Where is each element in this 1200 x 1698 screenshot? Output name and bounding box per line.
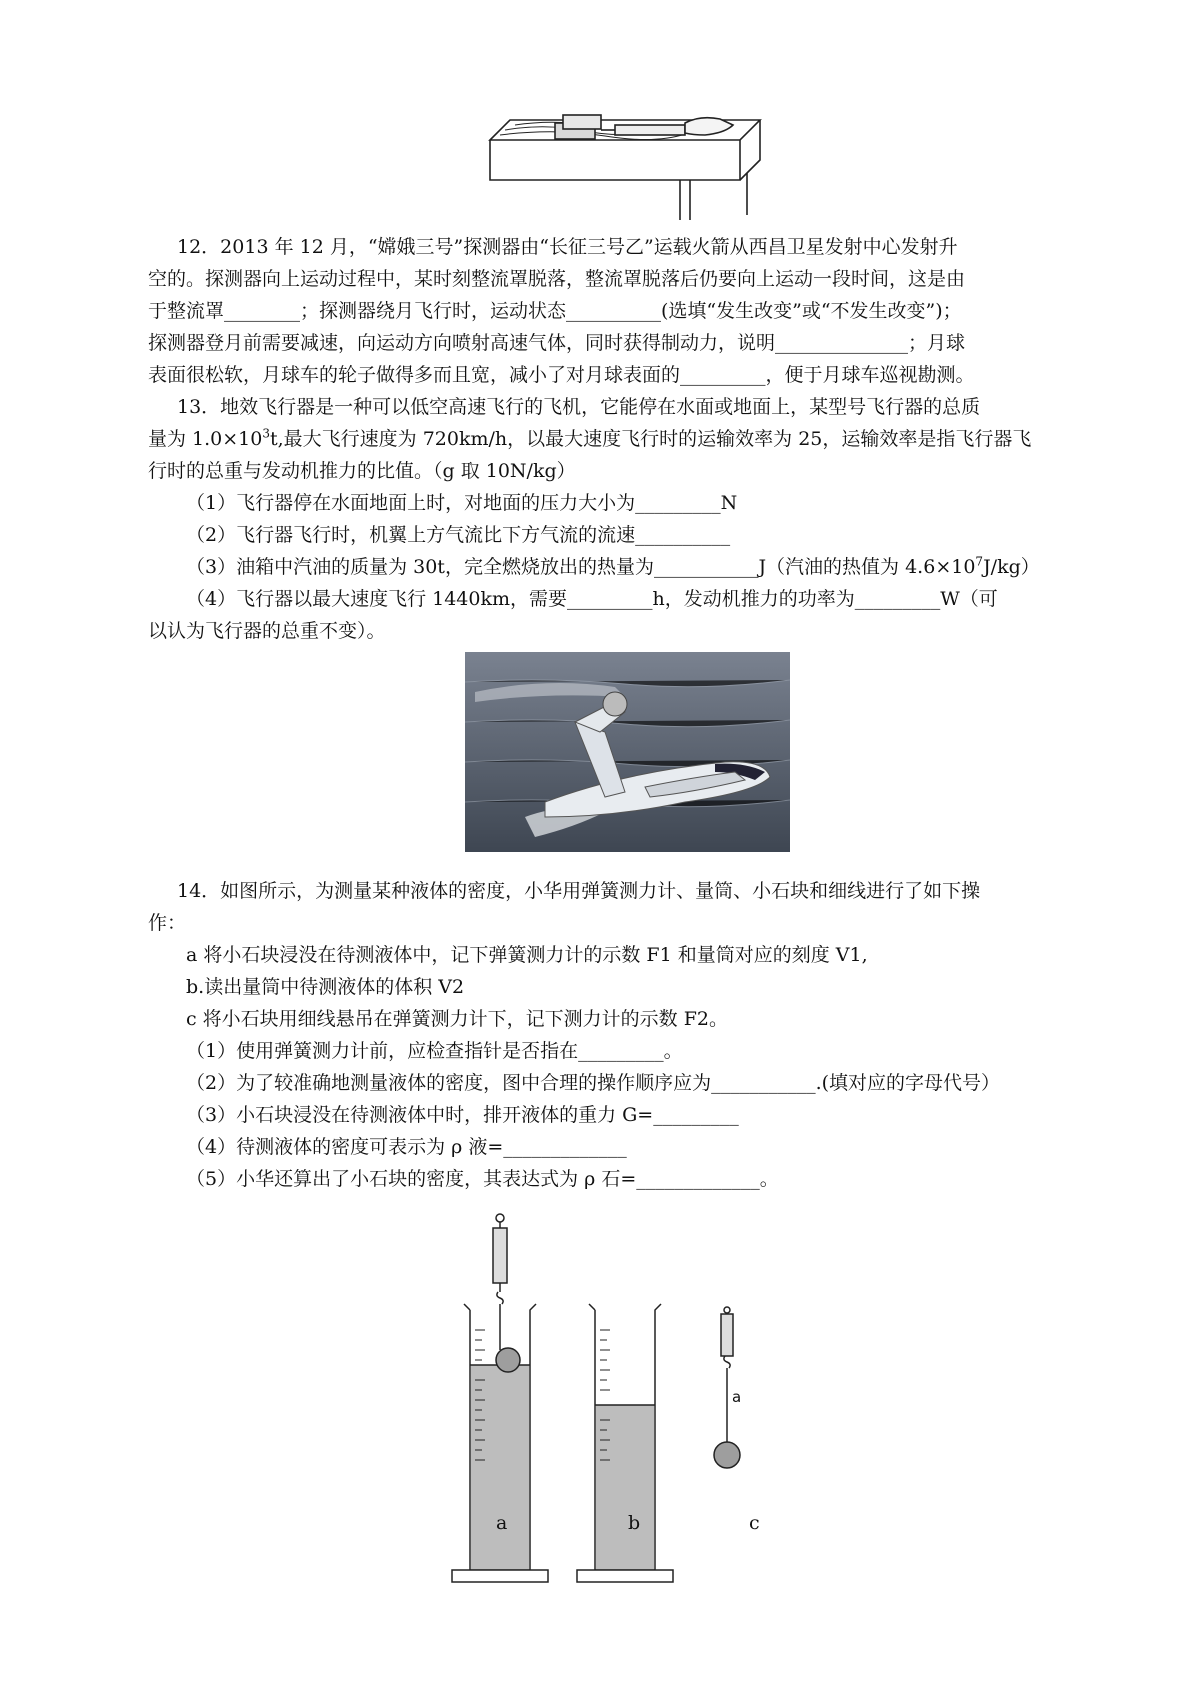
q13-part-3: （3）油箱中汽油的质量为 30t，完全燃烧放出的热量为___________J（汽油的热值为 $4.6\times 10^7J/kg$）: [186, 554, 1040, 578]
q14-intro-2: 作：: [148, 912, 187, 934]
q12-line-2: 空的。探测器向上运动过程中，某时刻整流罩脱落，整流罩脱落后仍要向上运动一段时间，这是由: [148, 268, 966, 290]
q13-part-2: （2）飞行器飞行时，机翼上方气流比下方气流的流速__________: [186, 524, 731, 546]
q12-line-3: 于整流罩________；探测器绕月飞行时，运动状态__________(选填“发生改变”或“不发生改变”)；: [148, 300, 962, 322]
q13-intro-3: 行时的总重与发动机推力的比值。（g 取 10N/kg）: [148, 460, 576, 482]
q12-line-5: 表面很松软，月球车的轮子做得多而且宽，减小了对月球表面的_________，便于月球车巡视勘测。: [148, 364, 975, 386]
q14-step-a: a 将小石块浸没在待测液体中，记下弹簧测力计的示数 F1 和量筒对应的刻度 V1,: [186, 944, 868, 966]
q12-line-1: 12．2013 年 12 月，“嫦娥三号”探测器由“长征三号乙”运载火箭从西昌卫星发射中心发射升: [177, 236, 958, 258]
q12-line-4: 探测器登月前需要减速，向运动方向喷射高速气体，同时获得制动力，说明______________；月球: [148, 332, 966, 354]
q13-part-4b: 以认为飞行器的总重不变）。: [148, 620, 386, 642]
ground-effect-aircraft-photo: [465, 652, 790, 852]
q14-step-b: b.读出量筒中待测液体的体积 V2: [186, 976, 465, 998]
q13-part-4a: （4）飞行器以最大速度飞行 1440km，需要_________h，发动机推力的功率为_________W（可: [186, 588, 998, 610]
q14-part-4: （4）待测液体的密度可表示为 ρ 液=_____________: [186, 1136, 627, 1158]
q14-part-2: （2）为了较准确地测量液体的密度，图中合理的操作顺序应为___________.(填对应的字母代号）: [186, 1072, 1001, 1094]
q13-intro-1: 13．地效飞行器是一种可以低空高速飞行的飞机，它能停在水面或地面上，某型号飞行器的总质: [177, 396, 981, 418]
figure-label-b: b: [628, 1512, 641, 1534]
q14-step-c: c 将小石块用细线悬吊在弹簧测力计下，记下测力计的示数 F2。: [186, 1008, 728, 1030]
q14-part-1: （1）使用弹簧测力计前，应检查指针是否指在_________。: [186, 1040, 683, 1062]
figure-label-c: c: [749, 1512, 760, 1534]
thread-label: a: [732, 1388, 742, 1406]
figure-label-a: a: [496, 1512, 508, 1534]
q13-part-1: （1）飞行器停在水面地面上时，对地面的压力大小为_________N: [186, 492, 738, 514]
q14-part-3: （3）小石块浸没在待测液体中时，排开液体的重力 G=_________: [186, 1104, 739, 1126]
q14-intro-1: 14．如图所示，为测量某种液体的密度，小华用弹簧测力计、量筒、小石块和细线进行了如下操: [177, 880, 981, 902]
q13-intro-2: 量为 $1.0\times 10^3t$,最大飞行速度为 720km/h，以最大速度飞行时的运输效率为 25，运输效率是指飞行器飞: [148, 426, 1032, 450]
q14-part-5: （5）小华还算出了小石块的密度，其表达式为 ρ 石=_____________。: [186, 1168, 779, 1190]
table-block-figure: [485, 95, 765, 220]
